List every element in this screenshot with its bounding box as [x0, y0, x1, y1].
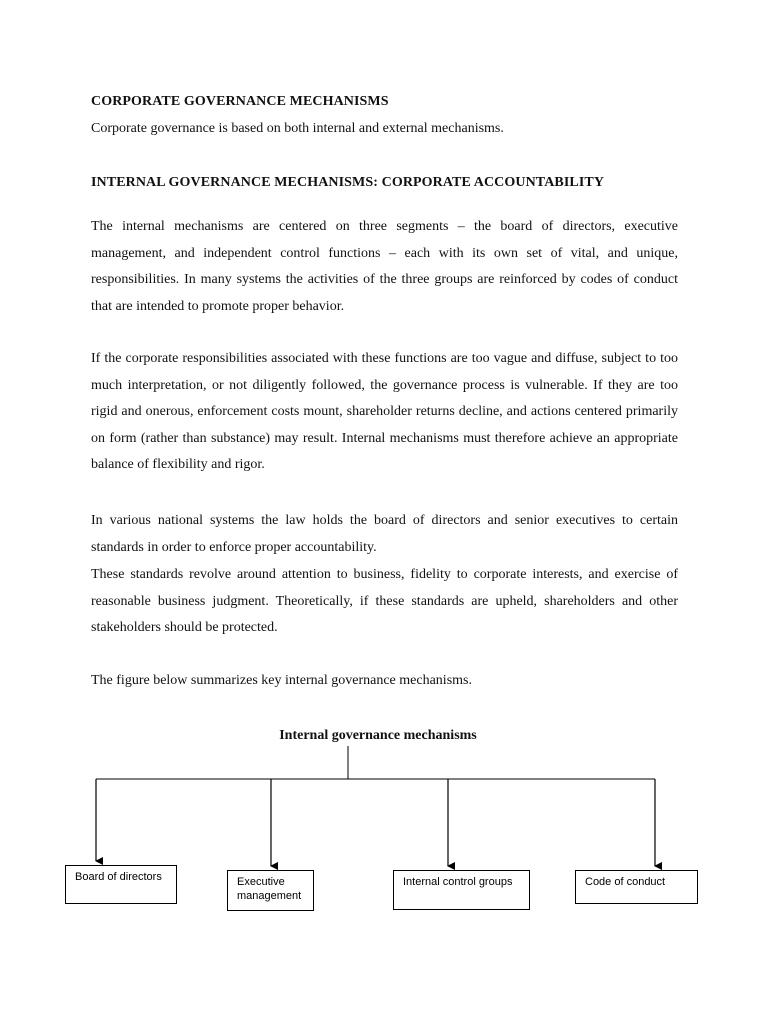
- internal-control-groups-label: Internal control groups: [403, 876, 513, 888]
- internal-control-groups-box: [393, 870, 530, 910]
- subsection-title: INTERNAL GOVERNANCE MECHANISMS: CORPORATE ACCOUNTABILITY: [91, 175, 605, 190]
- code-of-conduct-label: Code of conduct: [585, 876, 666, 888]
- section-title: CORPORATE GOVERNANCE MECHANISMS: [91, 94, 389, 109]
- paragraph-2: If the corporate responsibilities associated with these functions are too vague and diffuse, subject to too much interpretation, or not diligently followed, the governance process is vulnerable. If they are too rigid and onerous, enforcement costs mount, shareholder returns decline, and actions centered primarily on form (rather than substance) may result. Internal mechanisms must therefore achieve an appropriate balance of flexibility and rigor.: [91, 351, 678, 473]
- paragraph-1: The internal mechanisms are centered on three segments – the board of directors, executive management, and independent control functions – each with its own set of vital, and unique, responsibilities. In many systems the activities of the three groups are reinforced by codes of conduct that are intended to promote proper behavior.: [91, 219, 678, 314]
- executive-management-box: [227, 870, 314, 911]
- paragraph-3: In various national systems the law holds the board of directors and senior executives to certain standards in order to enforce proper accountability.: [91, 513, 678, 555]
- executive-management-label: Executive management: [237, 876, 302, 902]
- code-of-conduct-box: [575, 870, 698, 904]
- figure-title: Internal governance mechanisms: [279, 728, 477, 743]
- intro-text: Corporate governance is based on both internal and external mechanisms.: [91, 121, 504, 136]
- paragraph-4: These standards revolve around attention to business, fidelity to corporate interests, and exercise of reasonable business judgment. Theoretically, if these standards are upheld, shareholders and other stakeholders should be protected.: [91, 567, 678, 636]
- board-of-directors-label: Board of directors: [75, 871, 162, 883]
- paragraph-5: The figure below summarizes key internal governance mechanisms.: [91, 673, 472, 688]
- board-of-directors-box: [65, 865, 177, 904]
